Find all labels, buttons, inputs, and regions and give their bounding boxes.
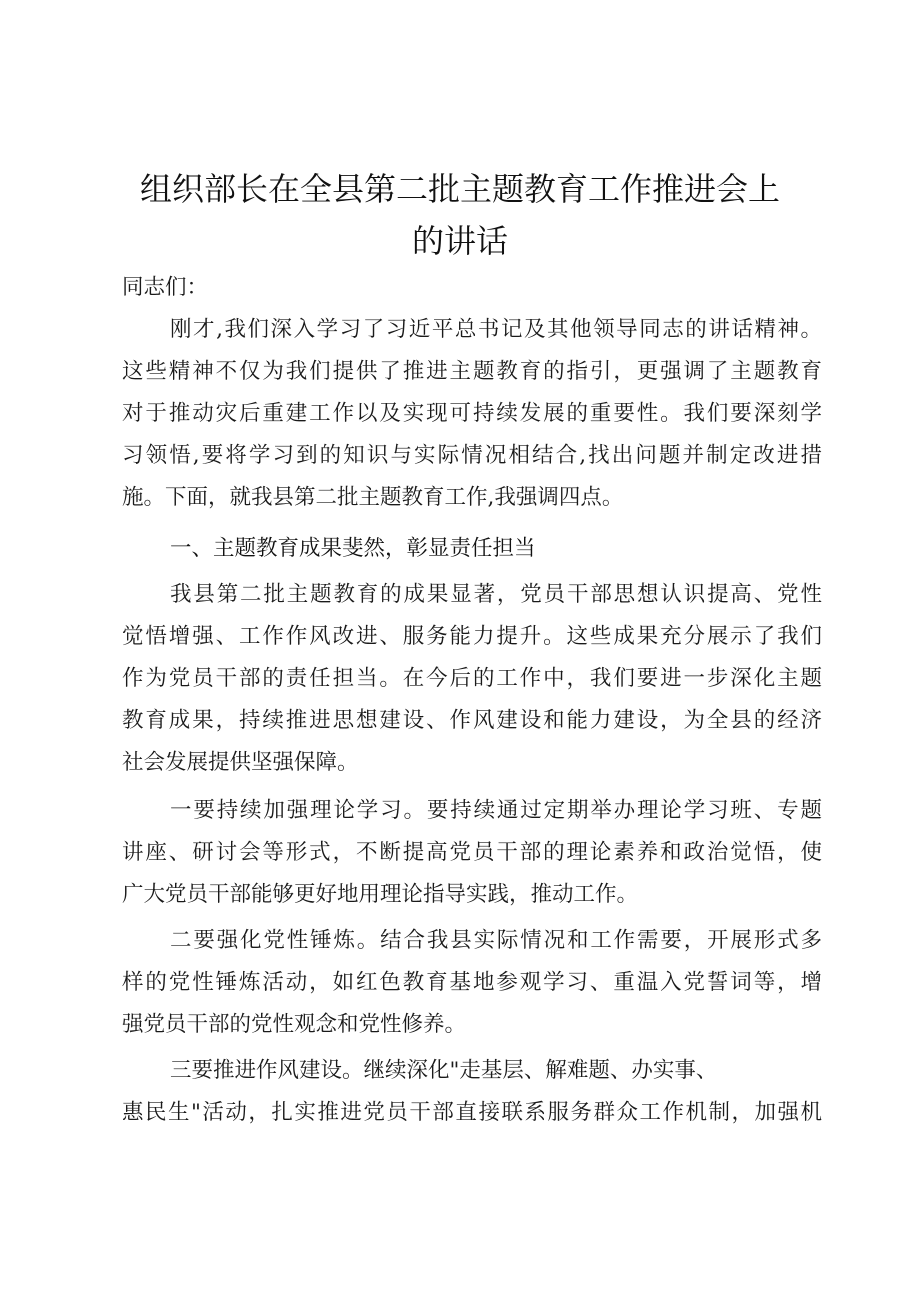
paragraph-3-line: 一要持续加强理论学习。要持续通过定期举办理论学习班、专题 [170,798,822,823]
paragraph-1-line: 这些精神不仅为我们提供了推进主题教育的指引，更强调了主题教育 [122,359,822,384]
paragraph-2-line: 我县第二批主题教育的成果显著，党员干部思想认识提高、党性 [170,582,822,607]
paragraph-3-line: 广大党员干部能够更好地用理论指导实践，推动工作。 [122,882,639,907]
paragraph-2-line: 觉悟增强、工作作风改进、服务能力提升。这些成果充分展示了我们 [122,624,822,649]
section-heading-1: 一、主题教育成果斐然，彰显责任担当 [170,536,536,561]
paragraph-3-line: 讲座、研讨会等形式，不断提高党员干部的理论素养和政治觉悟，使 [122,840,822,865]
paragraph-2-line: 社会发展提供坚强保障。 [122,750,359,775]
paragraph-2-line: 教育成果，持续推进思想建设、作风建设和能力建设，为全县的经济 [122,708,822,733]
paragraph-4-line: 强党员干部的党性观念和党性修养。 [122,1012,467,1037]
salutation: 同志们： [122,275,209,300]
paragraph-2-line: 作为党员干部的责任担当。在今后的工作中，我们要进一步深化主题 [122,666,822,691]
paragraph-1-line: 刚才,我们深入学习了习近平总书记及其他领导同志的讲话精神。 [170,317,822,342]
paragraph-1-line: 习领悟,要将学习到的知识与实际情况相结合,找出问题并制定改进措 [122,443,822,468]
paragraph-4-line: 样的党性锤炼活动，如红色教育基地参观学习、重温入党誓词等，增 [122,970,822,995]
paragraph-1-line: 对于推动灾后重建工作以及实现可持续发展的重要性。我们要深刻学 [122,401,822,426]
document-title-line1: 组织部长在全县第二批主题教育工作推进会上 [139,170,780,208]
document-title-line2: 的讲话 [411,222,508,260]
paragraph-5-line: 三要推进作风建设。继续深化"走基层、解难题、办实事、 [170,1058,718,1083]
paragraph-5-line: 惠民生"活动，扎实推进党员干部直接联系服务群众工作机制，加强机 [122,1100,822,1125]
paragraph-4-line: 二要强化党性锤炼。结合我县实际情况和工作需要，开展形式多 [170,928,822,953]
paragraph-1-line: 施。下面，就我县第二批主题教育工作,我强调四点。 [122,485,624,510]
